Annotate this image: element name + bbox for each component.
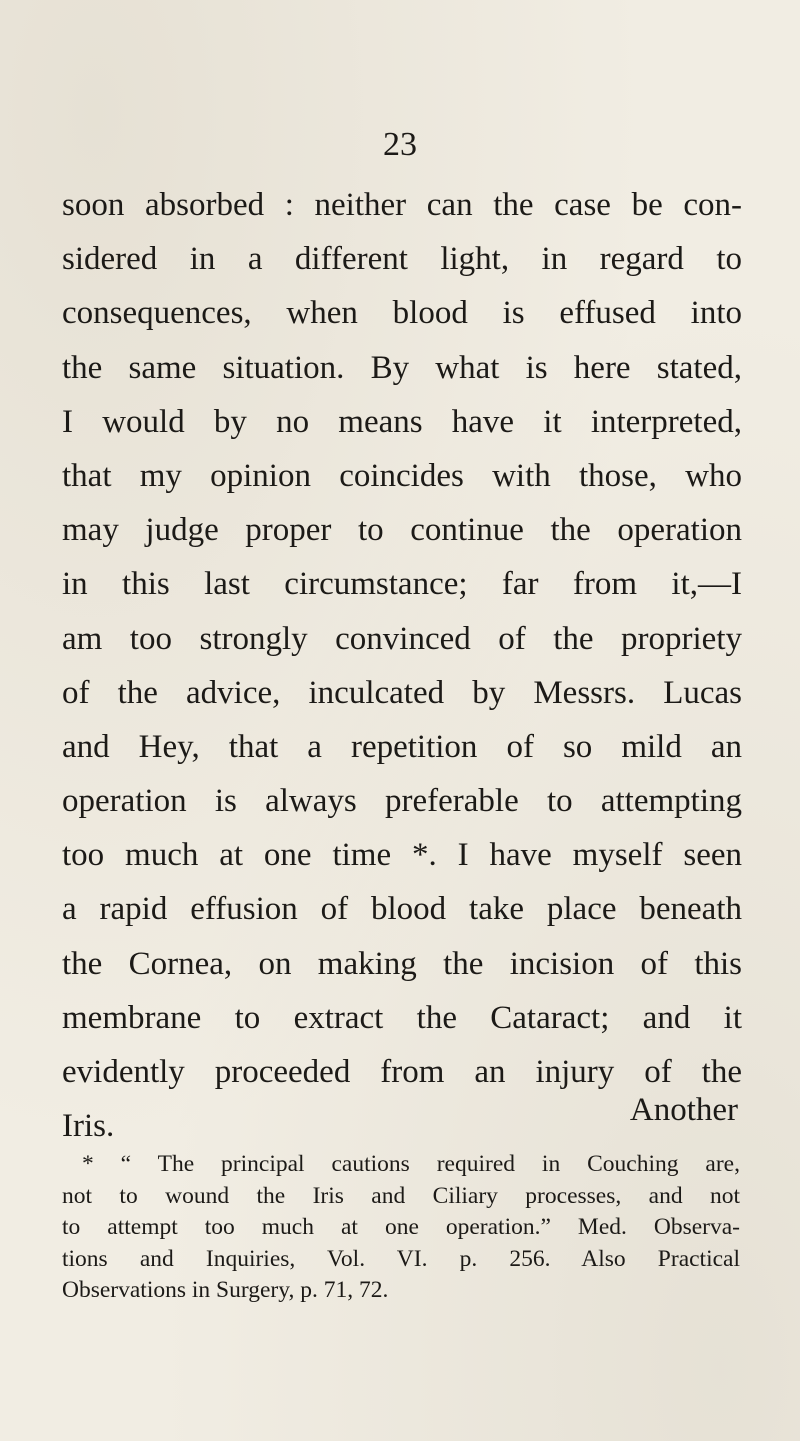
body-line: sidered in a different light, in regard to [62, 241, 742, 278]
footnote-line: not to wound the Iris and Ciliary processes, and not [62, 1182, 740, 1209]
body-line: a rapid effusion of blood take place beneath [62, 891, 742, 928]
footnote-line: Observations in Surgery, p. 71, 72. [62, 1277, 389, 1304]
body-line: in this last circumstance; far from it,—I [62, 566, 742, 603]
footnote [62, 1149, 740, 1307]
body-line: operation is always preferable to attempting [62, 783, 742, 820]
body-line: the Cornea, on making the incision of this [62, 945, 742, 982]
catchword: Another [629, 1092, 738, 1128]
body-line: evidently proceeded from an injury of the [62, 1054, 742, 1090]
footnote-line: * “ The principal cautions required in Couching are, [82, 1151, 740, 1177]
page-number: 23 [383, 126, 417, 163]
body-line: am too strongly convinced of the propriety [62, 620, 742, 657]
body-line: of the advice, inculcated by Messrs. Lucas [62, 674, 742, 711]
body-line: soon absorbed : neither can the case be con- [62, 187, 742, 223]
body-line: that my opinion coincides with those, who [62, 457, 742, 494]
body-line: too much at one time *. I have myself seen [62, 837, 742, 874]
body-line: membrane to extract the Cataract; and it [62, 999, 742, 1036]
footnote-line: tions and Inquiries, Vol. VI. p. 256. Also Practical [62, 1245, 740, 1272]
body-line: consequences, when blood is effused into [62, 295, 742, 332]
body-line: may judge proper to continue the operation [62, 512, 742, 549]
body-text [62, 178, 742, 1153]
body-line: Iris. [62, 1108, 115, 1145]
body-line: the same situation. By what is here stated, [62, 349, 742, 386]
body-line: and Hey, that a repetition of so mild an [62, 728, 742, 765]
body-line: I would by no means have it interpreted, [62, 403, 742, 440]
footnote-line: to attempt too much at one operation.” Med. Observa- [62, 1214, 740, 1241]
